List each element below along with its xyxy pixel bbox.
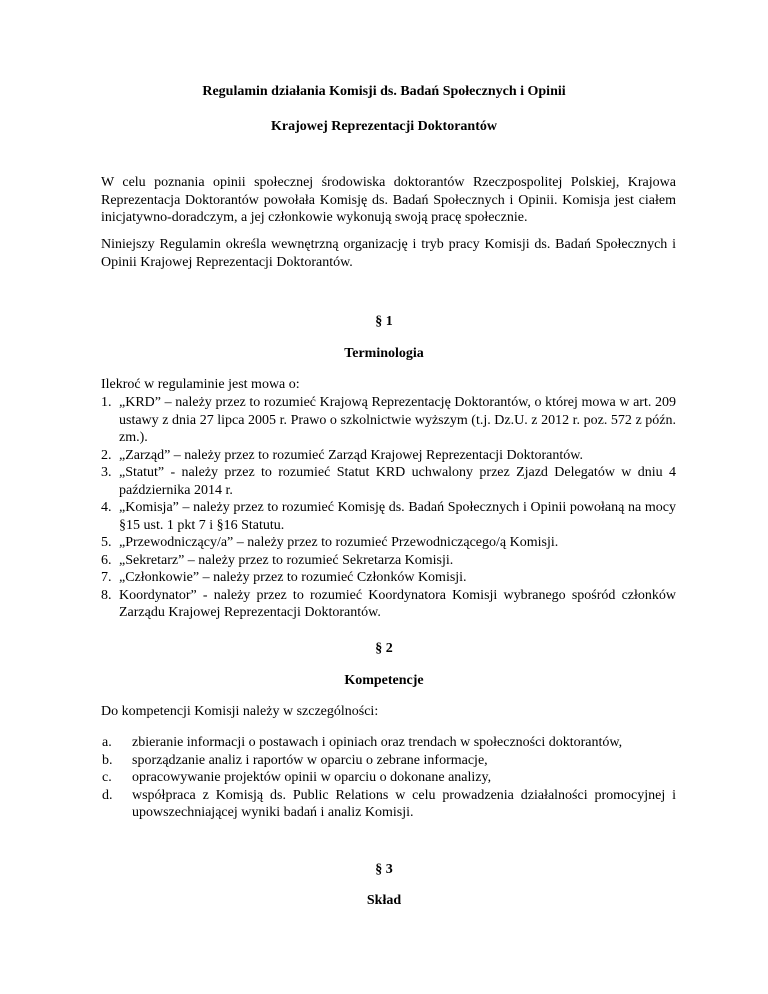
list-item-text: współpraca z Komisją ds. Public Relations w celu prowadzenia działalności promocyjnej i upowszechniającej wyniki badań i analiz Komisji.: [132, 787, 676, 820]
intro-paragraph-2: Niniejszy Regulamin określa wewnętrzną organizację i tryb pracy Komisji ds. Badań Społecznych i Opinii Krajowej Reprezentacji Doktorantów.: [101, 237, 676, 270]
list-item-marker: 8.: [101, 587, 112, 603]
list-item: [101, 499, 676, 534]
list-item-marker: d.: [102, 787, 113, 803]
list-item-marker: 4.: [101, 500, 112, 515]
list-item-text: sporządzanie analiz i raportów w oparciu o zebrane informacje,: [132, 752, 488, 768]
list-item-text: „Statut” - należy przez to rozumieć Statut KRD uchwalony przez Zjazd Delegatów w dniu 4 października 2014 r.: [119, 465, 676, 498]
list-item-text: „Członkowie” – należy przez to rozumieć Członków Komisji.: [119, 570, 467, 585]
document-title-line1: Regulamin działania Komisji ds. Badań Społecznych i Opinii: [202, 84, 566, 99]
list-item-text: „Przewodniczący/a” – należy przez to rozumieć Przewodniczącego/ą Komisji.: [119, 535, 559, 550]
list-item-text: „Zarząd” – należy przez to rozumieć Zarząd Krajowej Reprezentacji Doktorantów.: [119, 447, 583, 463]
list-item: [101, 787, 676, 822]
list-item: [101, 394, 676, 447]
list-item-text: Koordynator” - należy przez to rozumieć Koordynatora Komisji wybranego spośród członków Zarządu Krajowej Reprezentacji Doktorantów.: [119, 587, 676, 620]
list-item-text: zbieranie informacji o postawach i opiniach oraz trendach w społeczności doktorantów,: [132, 735, 623, 750]
list-item-text: „Komisja” – należy przez to rozumieć Komisję ds. Badań Społecznych i Opinii powołaną na mocy §15 ust. 1 pkt 7 i §16 Statutu.: [119, 500, 676, 533]
intro-paragraph-1: W celu poznania opinii społecznej środowiska doktorantów Rzeczpospolitej Polskiej, Krajowa Reprezentacja Doktorantów powołała Komisję ds. Badań Społecznych i Opinii. Komisja jest ciałem inicjatywno-doradczym, a jej członkowie wykonują swoją pracę społecznie.: [101, 175, 676, 225]
list-item-marker: 3.: [101, 465, 112, 480]
list-item: [101, 464, 676, 499]
list-item-text: opracowywanie projektów opinii w oparciu o dokonane analizy,: [132, 770, 492, 785]
list-item: [101, 587, 676, 622]
section-2-heading: Kompetencje: [344, 673, 424, 688]
section-1-number: § 1: [375, 314, 393, 329]
list-item-marker: 2.: [101, 447, 112, 463]
list-item-text: „Sekretarz” – należy przez to rozumieć Sekretarza Komisji.: [119, 552, 454, 568]
section-2-number: § 2: [375, 641, 393, 656]
list-item-marker: 1.: [101, 395, 112, 410]
section-3-heading: Skład: [366, 893, 402, 908]
section-3-number: § 3: [375, 862, 393, 877]
list-item: [101, 734, 676, 752]
section-1-lead: Ilekroć w regulaminie jest mowa o:: [101, 377, 300, 392]
list-item-marker: c.: [102, 770, 112, 785]
list-item: [101, 752, 676, 770]
list-item-marker: 7.: [101, 570, 112, 585]
list-item-marker: 5.: [101, 535, 112, 550]
document-title-line2: Krajowej Reprezentacji Doktorantów: [270, 119, 497, 134]
list-item-marker: a.: [102, 735, 112, 750]
section-2-lead: Do kompetencji Komisji należy w szczególności:: [101, 704, 379, 719]
list-item-text: „KRD” – należy przez to rozumieć Krajową Reprezentację Doktorantów, o której mowa w art. 209 ustawy z dnia 27 lipca 2005 r. Prawo o szkolnictwie wyższym (t.j. Dz.U. z 2012 r. poz. 572 z późn. zm.).: [119, 395, 676, 445]
list-item: [101, 569, 676, 587]
list-item: [101, 447, 676, 465]
list-item-marker: b.: [102, 752, 113, 768]
terminology-list: [101, 394, 676, 622]
list-item-marker: 6.: [101, 552, 112, 568]
list-item: [101, 769, 676, 787]
list-item: [101, 534, 676, 552]
list-item: [101, 552, 676, 570]
competencies-list: [101, 734, 676, 822]
section-1-heading: Terminologia: [344, 346, 424, 361]
